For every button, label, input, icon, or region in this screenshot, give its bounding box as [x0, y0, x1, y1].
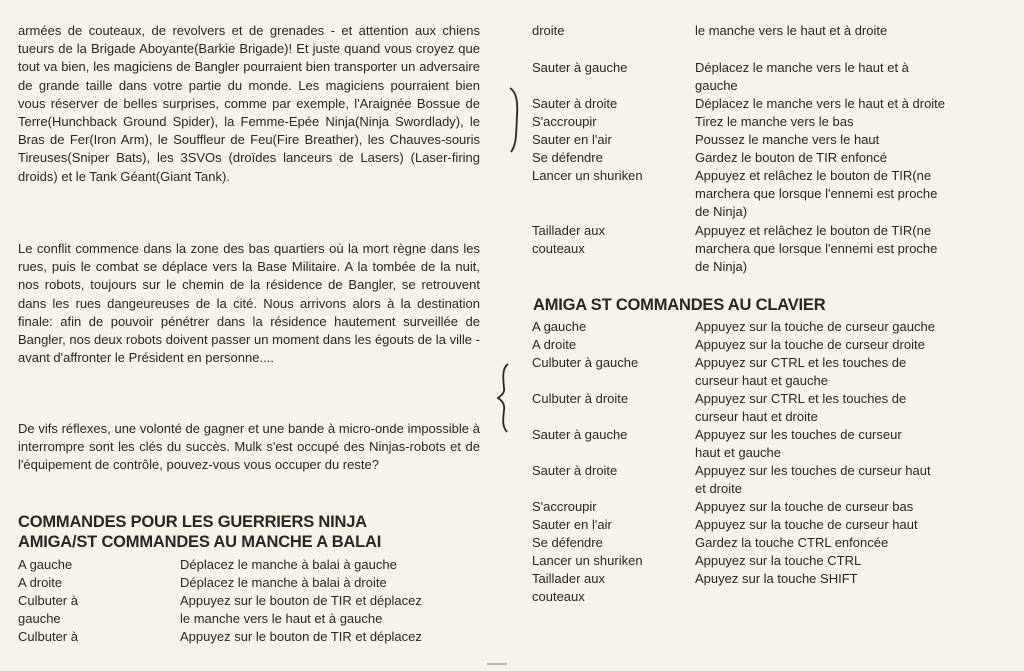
control-action: Sauter à gauche [532, 60, 628, 75]
control-action: Taillader aux [532, 223, 605, 238]
control-description: marchera que lorsque l'ennemi est proche [695, 186, 938, 201]
control-action: S'accroupir [532, 114, 597, 129]
control-action: couteaux [532, 241, 585, 256]
control-description: haut et gauche [695, 445, 782, 460]
intro-paragraph-reflexes: De vifs réflexes, une volonté de gagner et une bande à micro-onde impossible à interrompre sont les clés du succès. Mulk s'est occupé des Ninjas-robots et de l'équipement de contrôle, pouvez-vous vous occuper du reste? [18, 421, 480, 473]
control-description: Appuyez et relâchez le bouton de TIR(ne [695, 223, 932, 238]
control-description: de Ninja) [695, 204, 748, 219]
control-description: Appuyez sur le bouton de TIR et déplacez [180, 629, 422, 644]
keyboard-controls-heading: AMIGA ST COMMANDES AU CLAVIER [533, 296, 826, 314]
heading-line-joystick: AMIGA/ST COMMANDES AU MANCHE A BALAI [18, 533, 382, 551]
joystick-controls-heading [18, 512, 498, 552]
heading-line-ninja-commands: COMMANDES POUR LES GUERRIERS NINJA [18, 513, 367, 531]
control-action: Lancer un shuriken [532, 553, 643, 568]
control-description: Déplacez le manche vers le haut et à droite [695, 96, 946, 111]
control-action: Lancer un shuriken [532, 168, 643, 183]
control-description: Apuyez sur la touche SHIFT [695, 571, 858, 586]
control-action: Taillader aux [532, 571, 605, 586]
control-description: Déplacez le manche à balai à gauche [180, 557, 397, 572]
control-description: Appuyez sur CTRL et les touches de [695, 391, 907, 406]
control-description: Appuyez sur la touche de curseur bas [695, 499, 914, 514]
control-description: Appuyez sur les touches de curseur [695, 427, 902, 442]
page-fold-mark [487, 663, 507, 665]
control-description: Déplacez le manche à balai à droite [180, 575, 387, 590]
control-action: Culbuter à droite [532, 391, 629, 406]
control-description: marchera que lorsque l'ennemi est proche [695, 241, 938, 256]
control-action: A gauche [18, 557, 73, 572]
control-description: curseur haut et gauche [695, 373, 828, 388]
control-action: Se défendre [532, 150, 603, 165]
control-action: Culbuter à [18, 629, 78, 644]
control-description: et droite [695, 481, 742, 496]
control-action: Sauter en l'air [532, 132, 612, 147]
control-action: Sauter à droite [532, 96, 618, 111]
intro-paragraph-enemies: armées de couteaux, de revolvers et de grenades - et attention aux chiens tueurs de la Brigade Aboyante(Barkie Brigade)! Et juste quand vous croyez que tout va bien, les magiciens de Bangler pourraient bien transporter un adversaire de grande taille dans votre partie du monde. Les magiciens pourraient bien vous réserver de belles surprises, comme par exemple, l'Araignée Bossue de Terre(Hunchback Ground Spider), la Femme-Epée Ninja(Ninja Swordlady), le Bras de Fer(Iron Arm), le Souffleur de Feu(Fire Breather), les Chauves-souris Tireuses(Sniper Bats), les 3SVOs (droïdes lanceurs de Lasers) (Laser-firing droids) et le Tank Géant(Giant Tank). [18, 23, 480, 184]
control-action: couteaux [532, 589, 585, 604]
bracket-mark-icon [506, 86, 522, 156]
control-action: gauche [18, 611, 61, 626]
control-description: Poussez le manche vers le haut [695, 132, 880, 147]
control-description: Appuyez sur la touche de curseur haut [695, 517, 918, 532]
control-action: A droite [532, 337, 577, 352]
control-description: Appuyez sur CTRL et les touches de [695, 355, 907, 370]
control-description: Appuyez sur la touche CTRL [695, 553, 862, 568]
control-description: de Ninja) [695, 259, 748, 274]
control-action: Se défendre [532, 535, 603, 550]
control-description: le manche vers le haut et à droite [695, 23, 888, 38]
control-action: Culbuter à gauche [532, 355, 639, 370]
control-description: Appuyez sur les touches de curseur haut [695, 463, 931, 478]
control-description: Déplacez le manche vers le haut et à [695, 60, 909, 75]
control-description: Appuyez et relâchez le bouton de TIR(ne [695, 168, 932, 183]
control-action: droite [532, 23, 565, 38]
control-description: gauche [695, 78, 738, 93]
control-description: Gardez le bouton de TIR enfoncé [695, 150, 887, 165]
control-description: Appuyez sur la touche de curseur droite [695, 337, 925, 352]
control-action: Sauter en l'air [532, 517, 612, 532]
intro-paragraph-conflict: Le conflit commence dans la zone des bas quartiers où la mort règne dans les rues, puis le combat se déplace vers la Base Militaire. A la tombée de la nuit, nos robots, toujours sur le chemin de la résidence de Bangler, se retrouvent dans les rues dangeureuses de la cité. Nous arrivons alors à la destination finale: afin de pouvoir pénétrer dans la résidence hautement surveillée de Bangler, nos deux robots doivent passer un moment dans les égouts de la ville - avant d'affronter le Président en personne.... [18, 241, 480, 366]
control-description: le manche vers le haut et à gauche [180, 611, 383, 626]
control-action: Sauter à droite [532, 463, 618, 478]
control-description: Gardez la touche CTRL enfoncée [695, 535, 889, 550]
control-description: curseur haut et droite [695, 409, 818, 424]
control-action: Sauter à gauche [532, 427, 628, 442]
control-description: Appuyez sur la touche de curseur gauche [695, 319, 935, 334]
control-description: Tirez le manche vers le bas [695, 114, 854, 129]
control-action: S'accroupir [532, 499, 597, 514]
control-action: A gauche [532, 319, 587, 334]
control-description: Appuyez sur le bouton de TIR et déplacez [180, 593, 422, 608]
control-action: Culbuter à [18, 593, 78, 608]
curly-brace-icon [495, 362, 513, 434]
control-action: A droite [18, 575, 63, 590]
